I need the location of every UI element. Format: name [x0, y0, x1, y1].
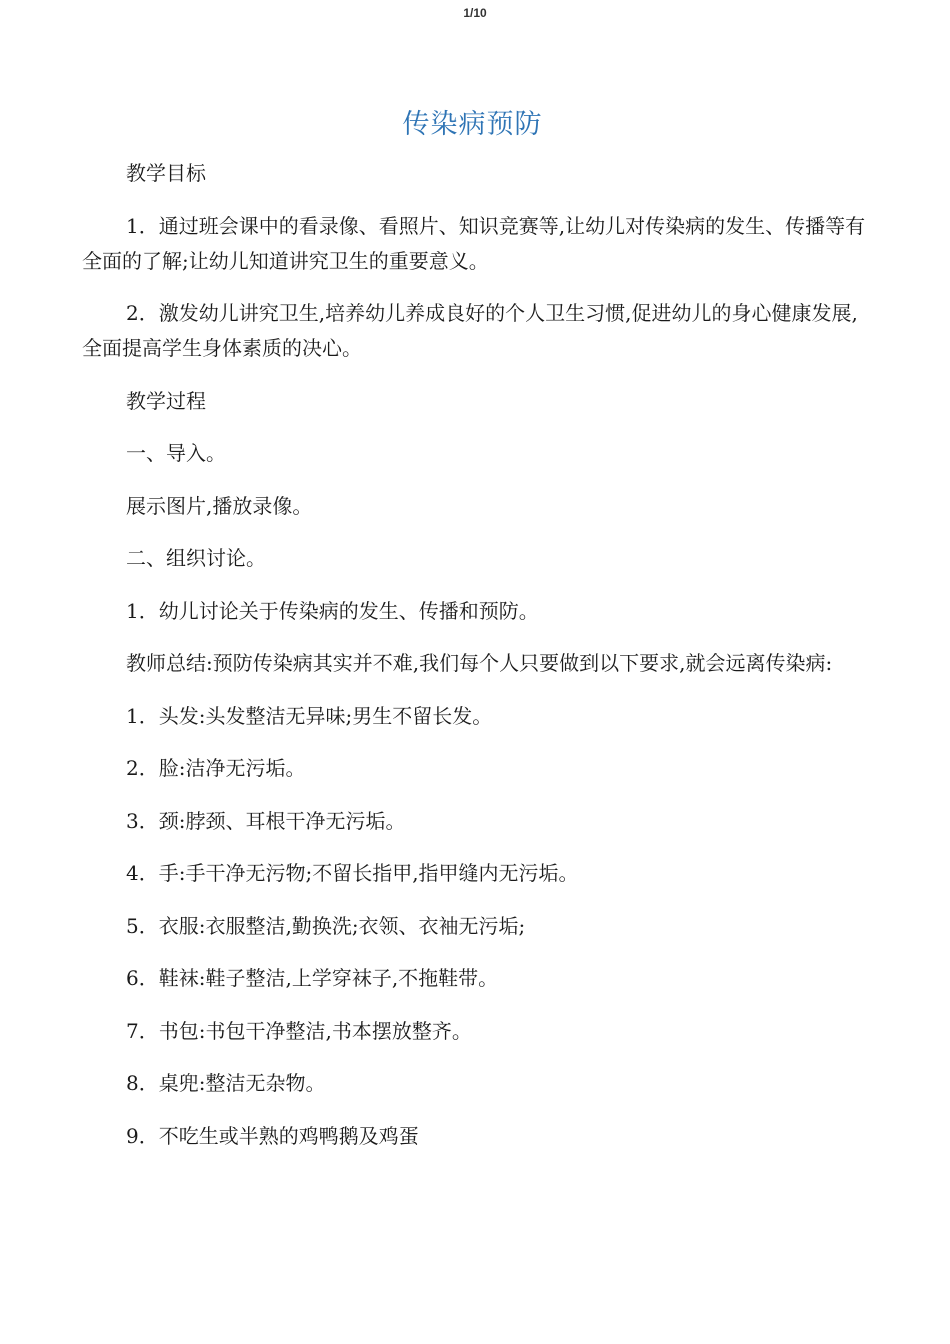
document-body — [82, 156, 867, 1171]
paragraph-goal-1: 1．通过班会课中的看录像、看照片、知识竞赛等,让幼儿对传染病的发生、传播等有全面的了解;让幼儿知道讲究卫生的重要意义。 — [82, 213, 866, 273]
page-number: 1/10 — [463, 6, 487, 20]
paragraph-show-pictures: 展示图片,播放录像。 — [126, 493, 313, 518]
list-item-hands: 4．手:手干净无污物;不留长指甲,指甲缝内无污垢。 — [126, 861, 579, 885]
list-item-neck: 3．颈:脖颈、耳根干净无污垢。 — [126, 808, 406, 833]
list-item-schoolbag: 7．书包:书包干净整洁,书本摆放整齐。 — [126, 1018, 472, 1043]
paragraph-section-intro: 一、导入。 — [126, 441, 226, 465]
list-item-hair: 1．头发:头发整洁无异味;男生不留长发。 — [126, 703, 493, 728]
list-item-clothes: 5．衣服:衣服整洁,勤换洗;衣领、衣袖无污垢; — [126, 913, 526, 938]
list-item-food: 9．不吃生或半熟的鸡鸭鹅及鸡蛋 — [126, 1123, 419, 1148]
paragraph-teacher-summary: 教师总结:预防传染病其实并不难,我们每个人只要做到以下要求,就会远离传染病: — [126, 651, 833, 675]
paragraph-discussion-1: 1．幼儿讨论关于传染病的发生、传播和预防。 — [126, 598, 539, 623]
paragraph-teaching-goals-heading: 教学目标 — [126, 161, 206, 185]
list-item-desk: 8．桌兜:整洁无杂物。 — [126, 1071, 326, 1095]
paragraph-goal-2: 2．激发幼儿讲究卫生,培养幼儿养成良好的个人卫生习惯,促进幼儿的身心健康发展,全面提高学生身体素质的决心。 — [82, 301, 858, 360]
paragraph-section-discussion: 二、组织讨论。 — [126, 546, 266, 570]
paragraph-teaching-process-heading: 教学过程 — [126, 388, 206, 413]
list-item-shoes: 6．鞋袜:鞋子整洁,上学穿袜子,不拖鞋带。 — [126, 966, 499, 990]
document-title: 传染病预防 — [402, 109, 543, 140]
list-item-face: 2．脸:洁净无污垢。 — [126, 756, 306, 780]
